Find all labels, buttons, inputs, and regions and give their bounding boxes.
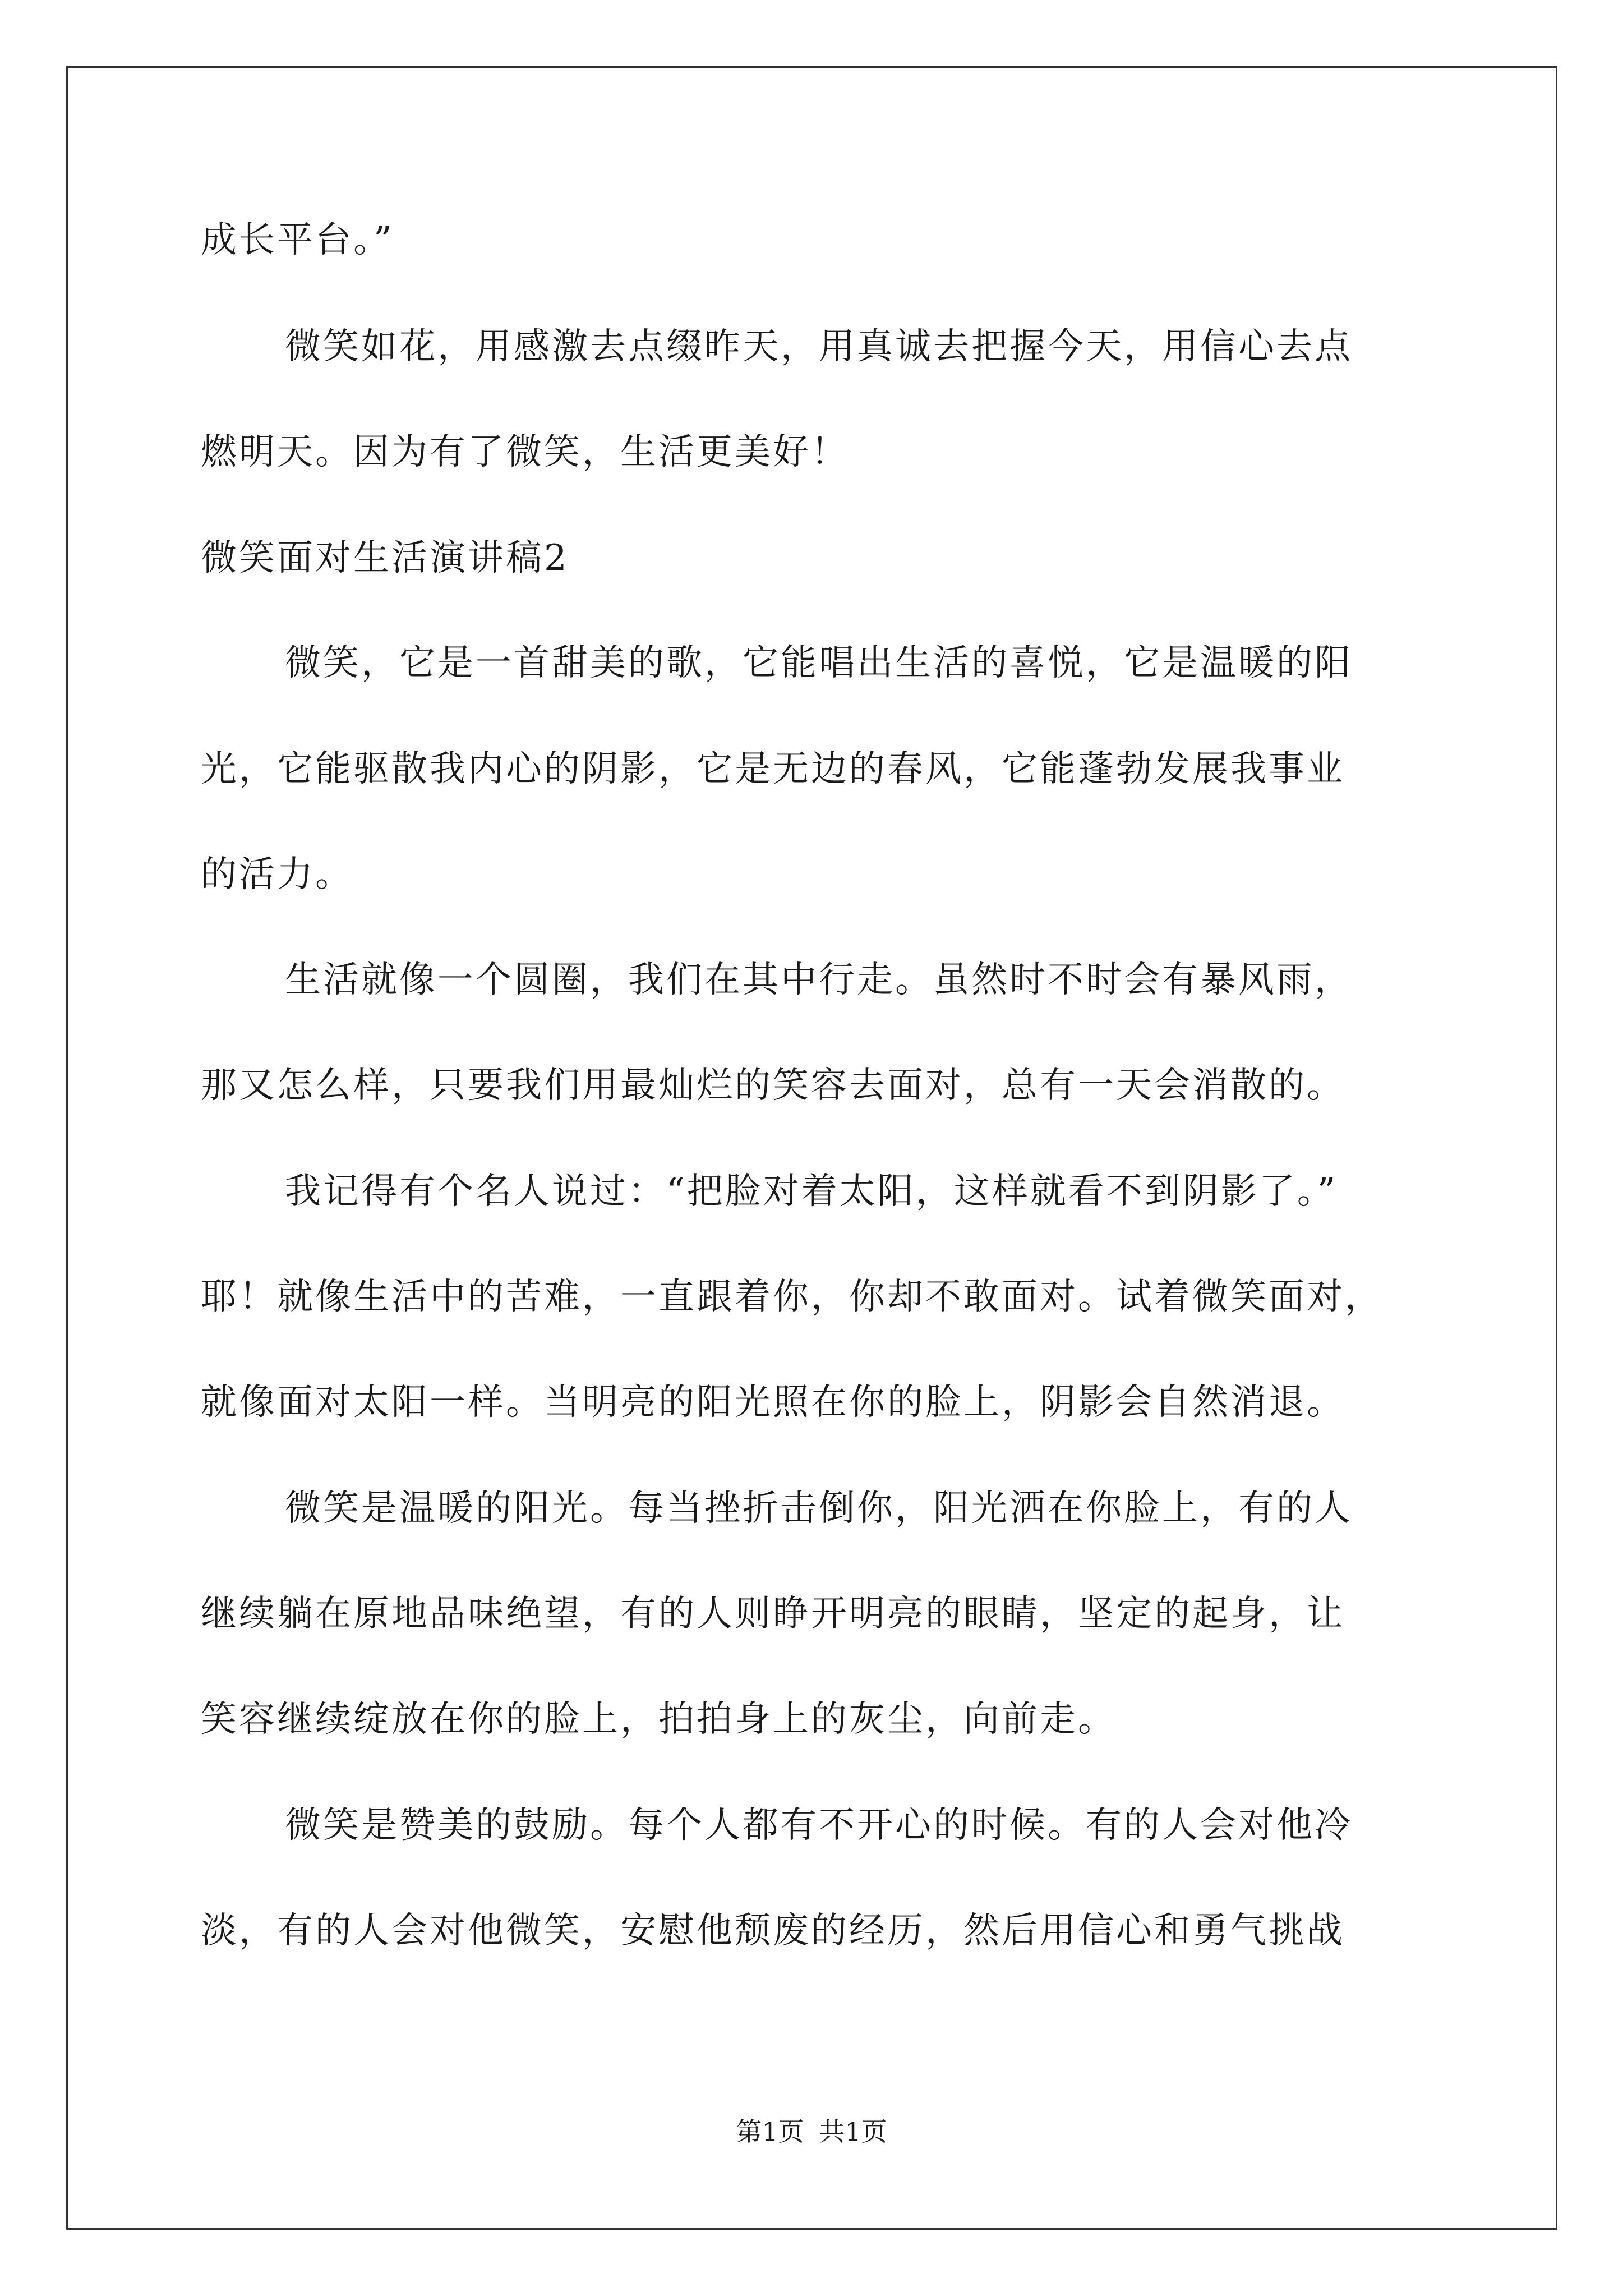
text-line-5: 微笑，它是一首甜美的歌，它能唱出生活的喜悦，它是温暖的阳: [285, 642, 1353, 684]
text-line-14: 继续躺在原地品味绝望，有的人则睁开明亮的眼睛，坚定的起身，让: [201, 1593, 1345, 1635]
page-footer: [0, 2115, 1623, 2148]
text-line-3: 燃明天。因为有了微笑，生活更美好！: [201, 431, 849, 473]
text-line-12: 就像面对太阳一样。当明亮的阳光照在你的脸上，阴影会自然消退。: [201, 1382, 1345, 1423]
text-line-13: 微笑是温暖的阳光。每当挫折击倒你，阳光洒在你脸上，有的人: [285, 1488, 1353, 1529]
text-line-2: 微笑如花，用感激去点缀昨天，用真诚去把握今天，用信心去点: [285, 326, 1353, 367]
text-line-11: 耶！就像生活中的苦难，一直跟着你，你却不敢面对。试着微笑面对，: [201, 1276, 1383, 1318]
text-line-16: 微笑是赞美的鼓励。每个人都有不开心的时候。有的人会对他冷: [285, 1805, 1353, 1846]
page-number-current: 第1页: [736, 2116, 804, 2147]
text-line-7: 的活力。: [201, 854, 353, 895]
page-number-total: 共1页: [819, 2116, 887, 2147]
page-border: [66, 66, 1557, 2230]
text-line-17: 淡，有的人会对他微笑，安慰他颓废的经历，然后用信心和勇气挑战: [201, 1910, 1345, 1952]
text-line-9: 那又怎么样，只要我们用最灿烂的笑容去面对，总有一天会消散的。: [201, 1065, 1345, 1106]
text-line-1: 成长平台。”: [201, 219, 394, 261]
text-line-8: 生活就像一个圆圈，我们在其中行走。虽然时不时会有暴风雨，: [285, 959, 1353, 1001]
section-heading: 微笑面对生活演讲稿2: [201, 537, 569, 579]
text-line-10: 我记得有个名人说过：“把脸对着太阳，这样就看不到阴影了。”: [285, 1171, 1338, 1212]
text-line-15: 笑容继续绽放在你的脸上，拍拍身上的灰尘，向前走。: [201, 1699, 1116, 1740]
text-line-6: 光，它能驱散我内心的阴影，它是无边的春风，它能蓬勃发展我事业: [201, 748, 1345, 790]
